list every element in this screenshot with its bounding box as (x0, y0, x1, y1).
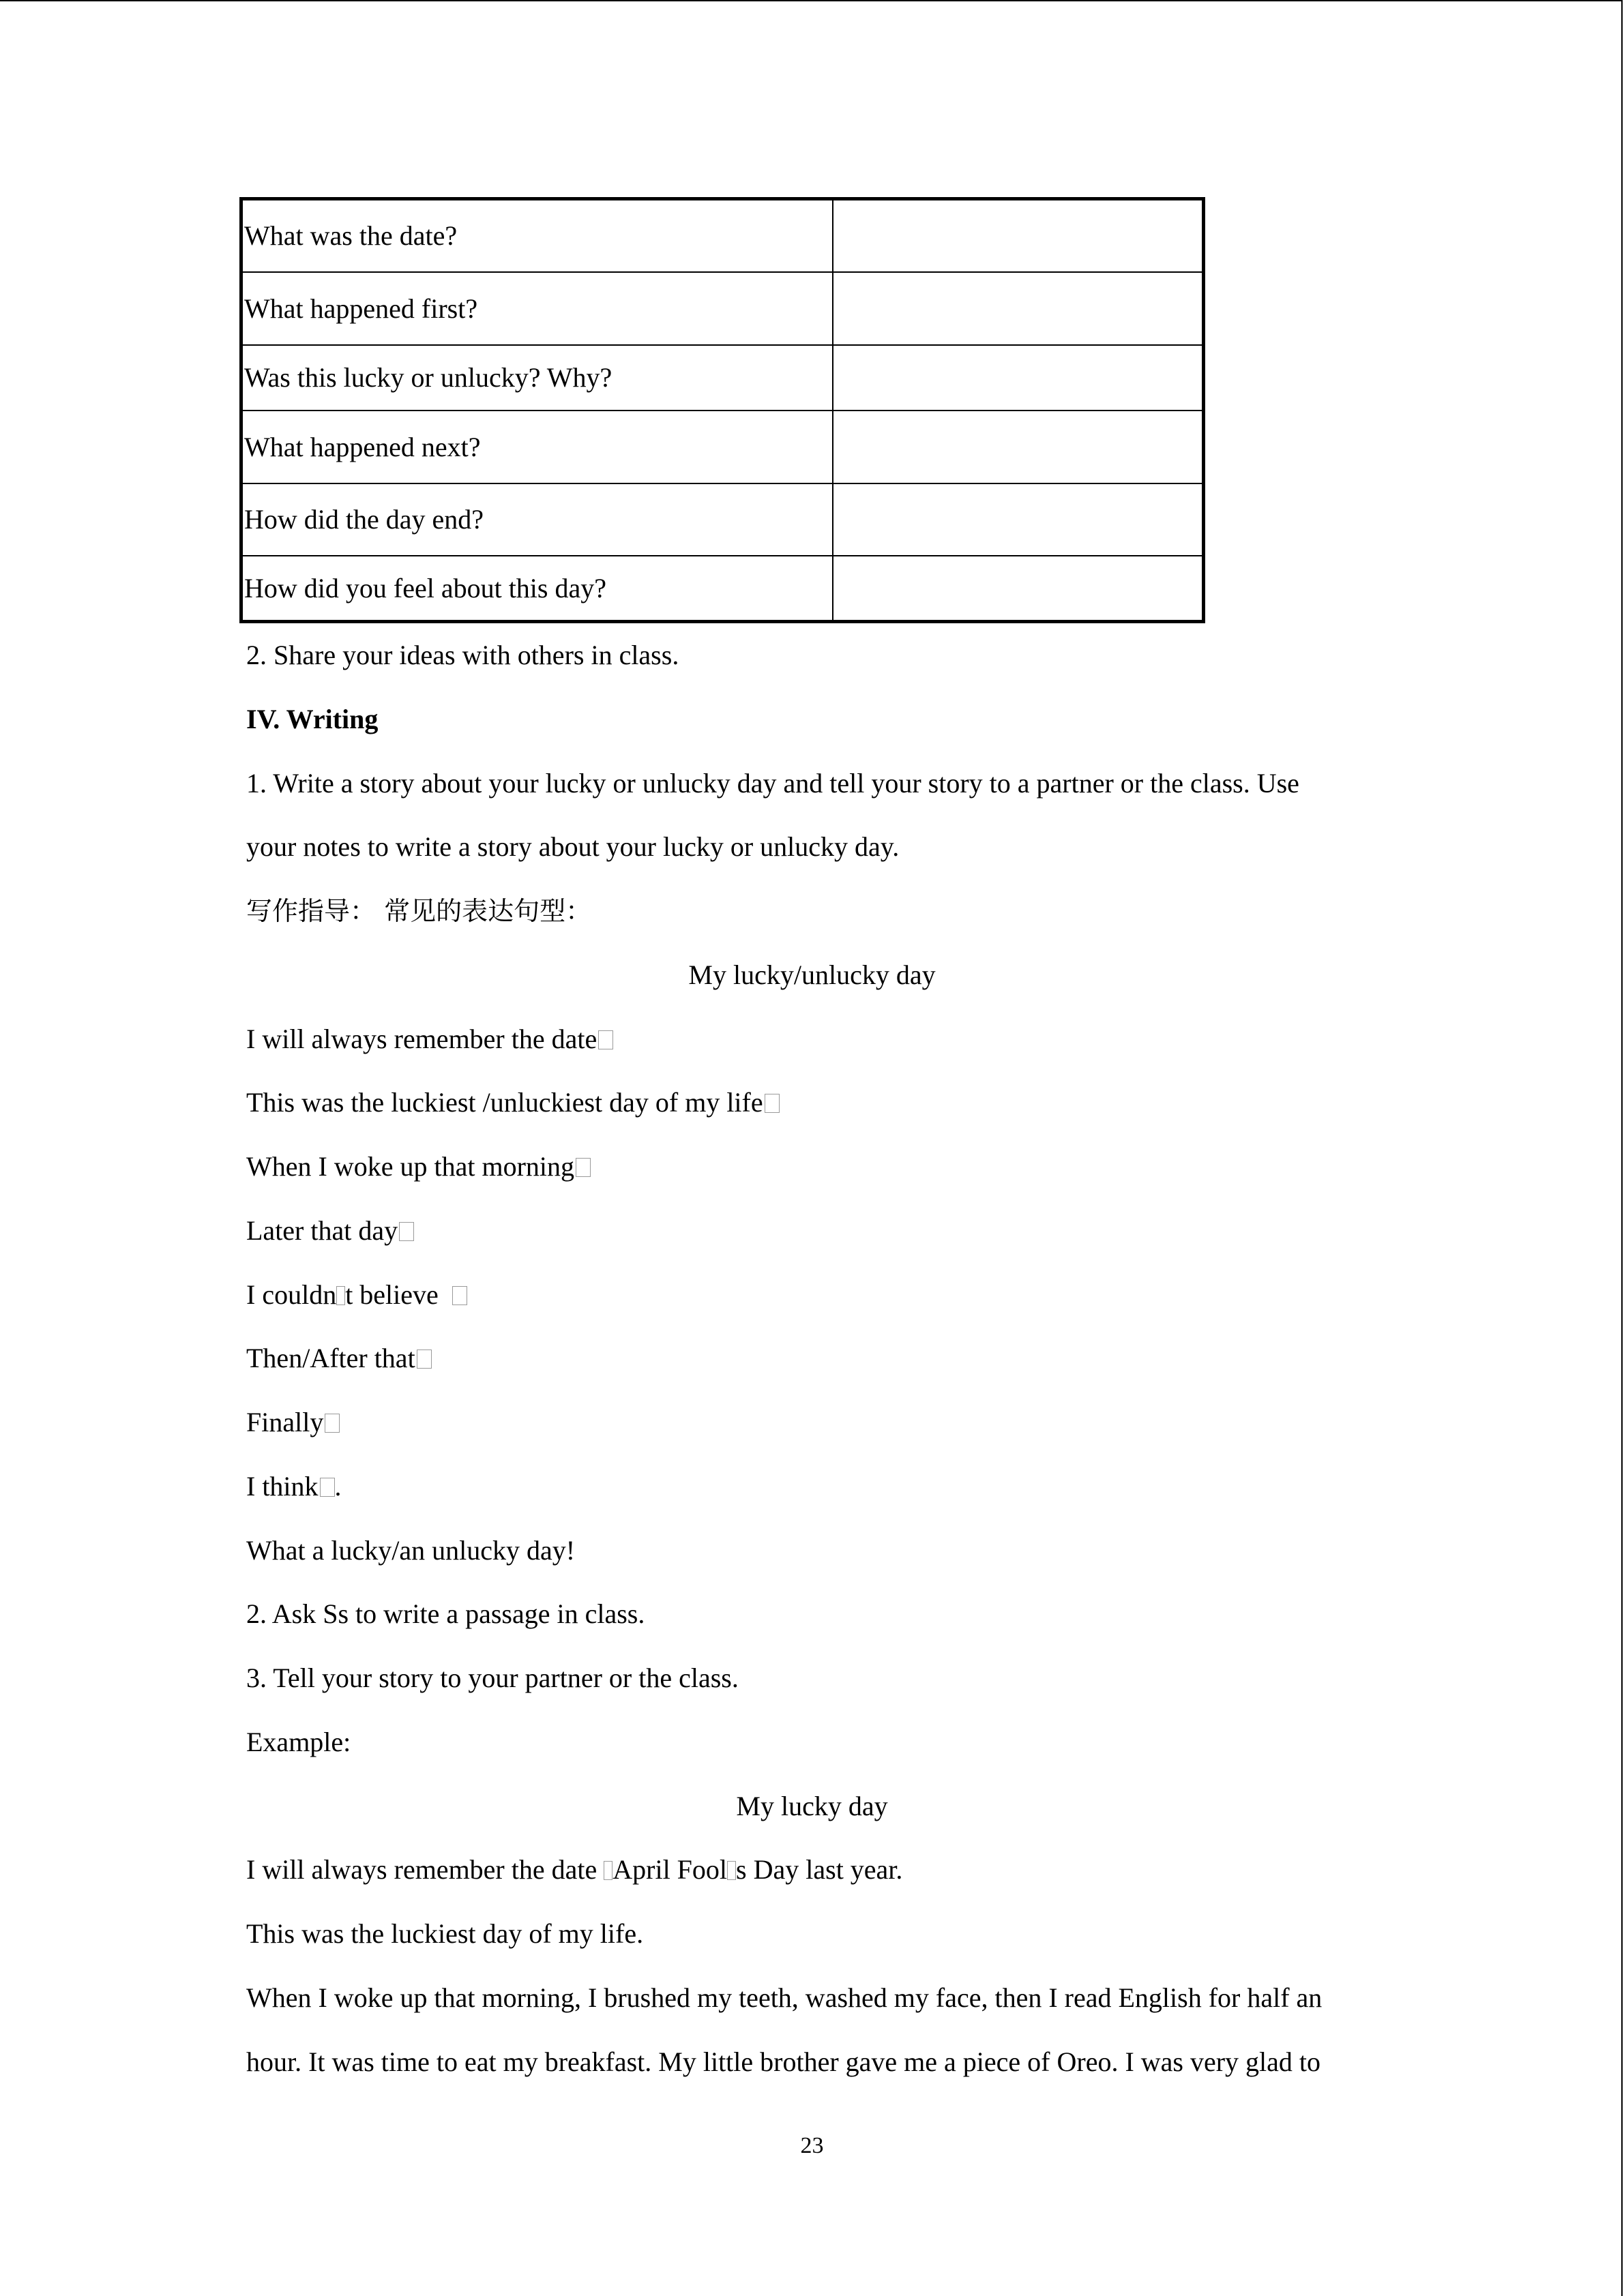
example-paragraph-line-1: When I woke up that morning, I brushed my teeth, washed my face, then I read English for half an (246, 1982, 1323, 2013)
placeholder-box-icon (452, 1286, 467, 1305)
template-text: Then/After that (246, 1343, 415, 1373)
task-1-line-2: your notes to write a story about your lucky or unlucky day. (246, 831, 900, 862)
example-text: s Day last year. (736, 1854, 903, 1885)
table-row (241, 556, 1204, 622)
task-2: 2. Ask Ss to write a passage in class. (246, 1598, 645, 1629)
example-text: April Fool (612, 1854, 728, 1885)
template-sentence (246, 1342, 432, 1375)
placeholder-box-icon (325, 1414, 340, 1433)
table-row (241, 411, 1204, 483)
template-sentence (246, 1406, 340, 1439)
table-answer-cell[interactable] (833, 272, 1204, 345)
writing-guide-label: 写作指导： 常见的表达句型： (246, 896, 592, 926)
placeholder-box-icon (765, 1094, 780, 1113)
missing-glyph-icon (604, 1861, 612, 1880)
table-question: How did you feel about this day? (241, 556, 833, 622)
notes-table (239, 197, 1205, 623)
template-title: My lucky/unlucky day (688, 959, 936, 990)
table-answer-cell[interactable] (833, 483, 1204, 556)
table-row (241, 272, 1204, 345)
table-answer-cell[interactable] (833, 199, 1204, 272)
placeholder-box-icon (417, 1350, 432, 1369)
example-sentence: This was the luckiest day of my life. (246, 1918, 644, 1949)
table-question: Was this lucky or unlucky? Why? (241, 345, 833, 411)
table-row (241, 345, 1204, 411)
example-label: Example: (246, 1727, 351, 1757)
placeholder-box-icon (598, 1030, 613, 1049)
placeholder-box-icon (576, 1158, 591, 1177)
template-sentence (246, 1279, 467, 1311)
template-text: t believe (345, 1279, 445, 1310)
table-answer-cell[interactable] (833, 411, 1204, 483)
template-sentence (246, 1150, 591, 1183)
example-sentence (246, 1853, 902, 1886)
section-heading-writing: IV. Writing (246, 704, 379, 734)
table-answer-cell[interactable] (833, 345, 1204, 411)
template-sentence (246, 1023, 613, 1056)
example-title: My lucky day (736, 1791, 888, 1821)
template-text: I couldn (246, 1279, 337, 1310)
task-3: 3. Tell your story to your partner or the class. (246, 1663, 739, 1693)
task-1-line-1: 1. Write a story about your lucky or unlucky day and tell your story to a partner or the class. Use (246, 768, 1299, 799)
template-sentence: What a lucky/an unlucky day! (246, 1535, 576, 1566)
placeholder-box-icon (320, 1478, 335, 1497)
template-sentence (246, 1086, 780, 1119)
table-question: What happened first? (241, 272, 833, 345)
table-question: What happened next? (241, 411, 833, 483)
missing-glyph-icon (727, 1861, 736, 1880)
table-question: What was the date? (241, 199, 833, 272)
table-row (241, 199, 1204, 272)
template-text: I think (246, 1471, 319, 1502)
template-sentence (246, 1470, 342, 1503)
table-answer-cell[interactable] (833, 556, 1204, 622)
share-instruction: 2. Share your ideas with others in class. (246, 640, 679, 670)
template-text: Later that day (246, 1215, 398, 1246)
template-text: Finally (246, 1407, 324, 1437)
template-text: I will always remember the date (246, 1024, 597, 1054)
table-question: How did the day end? (241, 483, 833, 556)
example-text: I will always remember the date (246, 1854, 604, 1885)
template-text: When I woke up that morning (246, 1151, 574, 1182)
template-text: . (334, 1471, 342, 1502)
placeholder-box-icon (399, 1222, 414, 1241)
page-number: 23 (800, 2133, 824, 2158)
template-sentence (246, 1214, 414, 1247)
template-text: This was the luckiest /unluckiest day of my life (246, 1087, 763, 1118)
example-paragraph-line-2: hour. It was time to eat my breakfast. My little brother gave me a piece of Oreo. I was very glad to (246, 2046, 1321, 2077)
table-row (241, 483, 1204, 556)
missing-glyph-icon (336, 1286, 345, 1305)
